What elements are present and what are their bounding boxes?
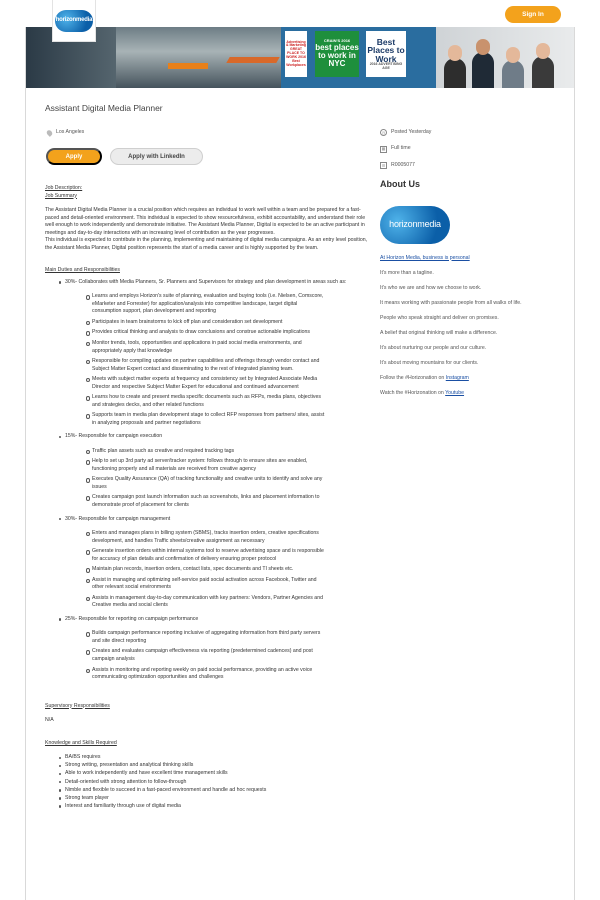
duty-item: Creates campaign post launch information such as screenshots, links and placement information to demonstrate proof of placement for clients: [86, 494, 326, 509]
follow-instagram: Follow the #Horizonation on Instagram: [380, 374, 469, 381]
about-line: It's who we are and how we choose to work.: [380, 284, 482, 291]
skill-item: Interest and familiarity through use of digital media: [59, 803, 370, 811]
skill-item: Strong team player: [59, 795, 370, 803]
crains-award-badge: CRAIN'S 2016 best places to work in NYC: [315, 31, 359, 77]
apply-with-linkedin-button[interactable]: Apply with LinkedIn: [110, 148, 203, 165]
great-place-to-work-badge: Advertising & Marketing GREAT PLACE TO WORK 2016 Best Workplaces: [285, 31, 307, 77]
duty-item: Provides critical thinking and analysis to draw conclusions and construe actionable implications: [86, 329, 326, 337]
skill-item: Detail-oriented with strong attention to follow-through: [59, 779, 370, 787]
duty-group: 30%- Responsible for campaign management Enters and manages plans in billing system (SBMS), tracks insertion orders, creative specifications development, and handles Traffic sheets/creative assignment as necessary Generate insertion orders within internal systems tool to reserve advertising space and is responsible for accuracy of plan details and confirmation of delivery ensuring proper protocol Maintain plan records, insertion orders, contact lists, spec documents and TI sheets etc. Assist in managing and optimizing self-service paid social activation across Facebook, Twitter and other relevant social environments Assists in management day-to-day communication with key partners: Vendors, Partner Agencies and Creative media and social clients: [59, 516, 370, 610]
location-pin-icon: [46, 129, 54, 137]
ad-age-award-badge: Best Places to Work 2016 ADVERTISING AGE: [366, 31, 406, 77]
skill-item: BA/BS requires: [59, 754, 370, 762]
job-summary-paragraph-2: This individual is expected to contribute in the planning, implementing and maintaining of digital media campaigns. As an entry level position, the Assistant Media Planner, Digital position represents the start of a media career and is highly supported by the team.: [45, 237, 368, 251]
skill-item: Nimble and flexible to succeed in a fast-paced environment and handle ad hoc requests: [59, 787, 370, 795]
duties-list: [59, 279, 370, 682]
duty-item: Executes Quality Assurance (QA) of tracking functionality and creative units to identify and solve any issues: [86, 476, 326, 491]
skill-item: Strong writing, presentation and analytical thinking skills: [59, 762, 370, 770]
clock-icon: ◷: [381, 129, 386, 135]
horizon-media-logo[interactable]: [52, 0, 96, 42]
instagram-link[interactable]: Instagram: [445, 374, 469, 381]
about-line: A belief that original thinking will make a difference.: [380, 329, 498, 336]
job-summary-paragraph: The Assistant Digital Media Planner is a crucial position which requires an individual to work well within a team and be prepared for a fast-paced and detail-oriented environment. This individual is expected to show resourcefulness, exhibit accountability, and understand their role well enough to work independently and demonstrate initiative. The Assistant Media Planner, Digital is expected to be an active participant in meetings and day-to-day interactions with an increasing level of contribution as the year progresses.: [45, 207, 366, 236]
duty-item: Traffic plan assets such as creative and required tracking tags: [86, 448, 326, 456]
duty-item: Supports team in media plan development stage to collect RFP responses from partners/ sites, assist in analyzing proposals and partner negotiations: [86, 412, 326, 427]
duty-item: Participates in team brainstorms to kick off plan and consideration set development: [86, 319, 326, 327]
duty-item: Assists in monitoring and reporting weekly on paid social performance, providing an active voice communicating optimization opportunities and challenges: [86, 667, 326, 682]
duty-group: 25%- Responsible for reporting on campaign performance Builds campaign performance reporting inclusive of aggregating information from third party servers and site direct reporting Creates and evaluates campaign effectiveness via reporting (predetermined cadences) and post campaign analysis Assists in monitoring and reporting weekly on paid social performance, providing an active voice communicating optimization opportunities and challenges: [59, 616, 370, 682]
location-text: Los Angeles: [56, 129, 85, 135]
tagline-link[interactable]: At Horizon Media, business is personal: [380, 254, 470, 261]
supervisory-text: N/A: [45, 717, 54, 724]
about-line: It means working with passionate people from all walks of life.: [380, 299, 522, 306]
apply-button[interactable]: Apply: [46, 148, 102, 165]
job-description: [45, 185, 370, 811]
duty-item: Assist in managing and optimizing self-service paid social activation across Facebook, Twitter and other relevant social environments: [86, 577, 326, 592]
about-line: It's more than a tagline.: [380, 269, 434, 276]
banner-team-photo: [436, 27, 574, 88]
duty-group: 30%- Collaborates with Media Planners, Sr. Planners and Supervisors for strategy and plan development in areas such as: Learns and employs Horizon's suite of planning, evaluation and buying tools (i.e. Nielsen, Comscore, eMarketer and Forrester) for application/analysis into competitive landscape, target digital consumption support, plan development and reporting Participates in team brainstorms to kick off plan and consideration set development Provides critical thinking and analysis to draw conclusions and construe actionable implications Monitor trends, tools, opportunities and applications in paid social media environments, and appropriately apply that knowledge Responsible for compiling updates on partner capabilities and offerings through vendor contact and Subject Matter Expert contact and disseminating to the rest of integrated planning team. Meets with subject matter experts at frequency and consistency set by Integrated Associate Media Director and respective Subject Matter Expert for educational and continued advancement Learns how to create and present media specific documents such as RFPs, media plans, objectives and strategies decks, and other related functions Supports team in media plan development stage to collect RFP responses from partners/ sites, assist in analyzing proposals and partner negotiations: [59, 279, 370, 428]
id-card-icon: ☰: [381, 162, 386, 168]
job-location: [47, 129, 84, 137]
duty-item: Builds campaign performance reporting inclusive of aggregating information from third party servers and site direct reporting: [86, 630, 326, 645]
banner-office-photo: [116, 27, 281, 88]
duty-item: Maintain plan records, insertion orders, contact lists, spec documents and TI sheets etc.: [86, 566, 326, 574]
hero-banner: [26, 27, 574, 88]
skills-list: [59, 754, 370, 810]
requisition-id: ☰ R0005077: [381, 161, 415, 168]
duty-item: Responsible for compiling updates on partner capabilities and offerings through vendor contact and Subject Matter Expert contact and disseminating to the rest of integrated planning team.: [86, 358, 326, 373]
job-type: ▦ Full time: [381, 145, 411, 152]
duty-item: Learns and employs Horizon's suite of planning, evaluation and buying tools (i.e. Nielsen, Comscore, eMarketer and Forrester) for application/analysis into competitive landscape, target digital consumption support, plan development and reporting: [86, 293, 326, 316]
calendar-icon: ▦: [381, 146, 386, 152]
duty-item: Creates and evaluates campaign effectiveness via reporting (predetermined cadences) and post campaign analysis: [86, 648, 326, 663]
youtube-link[interactable]: Youtube: [445, 389, 465, 396]
duty-item: Help to set up 3rd party ad server/tracker system: follows through to ensure sites are enabled, functioning properly and all materials are received from creative agency: [86, 458, 326, 473]
top-bar: [0, 0, 600, 28]
skill-item: Able to work independently and have excellent time management skills: [59, 770, 370, 778]
duty-group: 15%- Responsible for campaign execution Traffic plan assets such as creative and required tracking tags Help to set up 3rd party ad server/tracker system: follows through to ensure sites are enabled, functioning properly and all materials are received from creative agency Executes Quality Assurance (QA) of tracking functionality and creative units to identify and solve any issues Creates campaign post launch information such as screenshots, links and placement information to demonstrate proof of placement for clients: [59, 433, 370, 509]
watch-youtube: Watch the #Horizonation on Youtube: [380, 389, 465, 396]
job-title: Assistant Digital Media Planner: [45, 103, 163, 113]
duty-item: Monitor trends, tools, opportunities and applications in paid social media environments, and appropriately apply that knowledge: [86, 340, 326, 355]
about-line: It's about nurturing our people and our culture.: [380, 344, 487, 351]
sign-in-button[interactable]: Sign In: [505, 6, 561, 23]
duties-heading: Main Duties and Responsibilities: [45, 267, 120, 274]
duty-item: Learns how to create and present media specific documents such as RFPs, media plans, objectives and strategies decks, and other related functions: [86, 394, 326, 409]
posted-date: ◷ Posted Yesterday: [381, 128, 432, 135]
duty-item: Enters and manages plans in billing system (SBMS), tracks insertion orders, creative specifications development, and handles Traffic sheets/creative assignment as necessary: [86, 530, 326, 545]
sidebar: [380, 128, 560, 405]
duty-item: Meets with subject matter experts at frequency and consistency set by Integrated Associate Media Director and respective Subject Matter Expert for educational and continued advancement: [86, 376, 326, 391]
supervisory-heading: Supervisory Responsibilities: [45, 702, 110, 709]
logo-icon: horizonmedia: [55, 10, 93, 32]
about-line: People who speak straight and deliver on promises.: [380, 314, 499, 321]
job-summary-heading: Job Summary: [45, 192, 77, 199]
about-line: It's about moving mountains for our clients.: [380, 359, 479, 366]
job-description-heading: Job Description:: [45, 185, 83, 191]
skills-heading: Knowledge and Skills Required: [45, 739, 117, 746]
duty-item: Generate insertion orders within internal systems tool to reserve advertising space and is responsible for accuracy of plan details and confirmation of delivery ensuring proper protocol: [86, 548, 326, 563]
about-horizon-logo: horizonmedia: [380, 206, 450, 244]
duty-item: Assists in management day-to-day communication with key partners: Vendors, Partner Agencies and Creative media and social clients: [86, 595, 326, 610]
about-us-heading: About Us: [380, 178, 420, 189]
